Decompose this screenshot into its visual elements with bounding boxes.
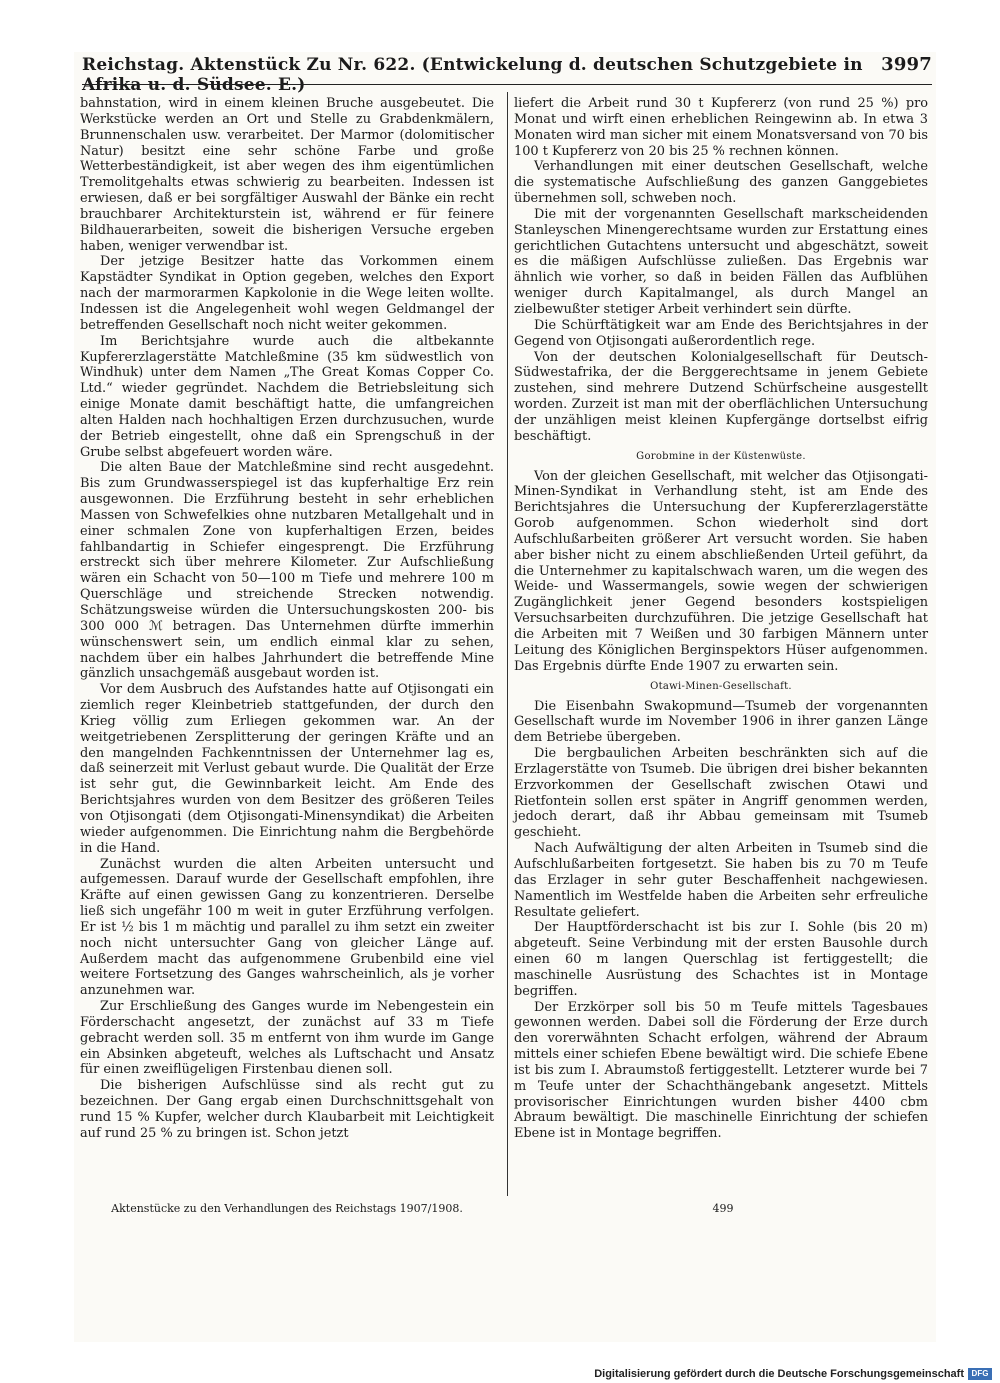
section-heading: Otawi-Minen-Gesellschaft. xyxy=(650,680,792,692)
page-number: 3997 xyxy=(881,54,932,75)
paragraph: Zur Erschließung des Ganges wurde im Nebengestein ein Förderschacht angesetzt, der zunächst auf 33 m Tiefe gebracht werden soll. 35 m entfernt von ihm wurde im Gange ein Absinken abgeteuft, welches als Luftschacht und Ansatz für einen zweiflügeligen Firstenbau dienen soll. xyxy=(80,999,494,1078)
paragraph: Im Berichtsjahre wurde auch die altbekannte Kupfererzlagerstätte Matchleßmine (35 km südwestlich von Windhuk) unter dem Namen „The Great Komas Copper Co. Ltd.“ wieder gegründet. Nachdem die Betriebsleitung sich einige Monate damit beschäftigt hatte, die umfangreichen alten Halden nach hochhaltigen Erzen durchzusuchen, wurde der Betrieb eingestellt, ohne daß ein Sprengschuß in der Grube selbst abgefeuert worden wäre. xyxy=(80,333,494,460)
paragraph: Von der gleichen Gesellschaft, mit welcher das Otjisongati-Minen-Syndikat in Verhandlung steht, ist am Ende des Berichtsjahres die Untersuchung der Kupfererzlagerstätte Gorob aufgenommen. Schon wiederholt sind dort Aufschlußarbeiten größerer Art versucht worden. Sie haben aber bisher nicht zu einem abschließenden Urteil geführt, da die Unternehmer zu kapitalschwach waren, um die wegen des Weide- und Wassermangels, sowie wegen der schwierigen Zugänglichkeit jener Gegend besonders kostspieligen Versuchsarbeiten durchzuführen. Die jetzige Gesellschaft hat die Arbeiten mit 7 Weißen und 30 farbigen Männern unter Leitung des Königlichen Berginspektors Hüser aufgenommen. Das Ergebnis dürfte Ende 1907 zu erwarten sein. xyxy=(514,468,928,674)
paragraph: bahnstation, wird in einem kleinen Bruche ausgebeutet. Die Werkstücke werden an Ort und Stelle zu Grabdenkmälern, Brunnenschalen usw. verarbeitet. Der Marmor (dolomitischer Natur) besitzt eine sehr schöne Farbe und große Wetterbeständigkeit, ist aber wegen des ihm eigentümlichen Tremolitgehalts etwas schwierig zu bearbeiten. Indessen ist erwiesen, daß er bei sorgfältiger Auswahl der Bänke ein recht brauchbarer Architekturstein ist, während er für feinere Bildhauerarbeiten, soweit die bisherigen Versuche ergeben haben, weniger verwendbar ist. xyxy=(80,96,494,254)
paragraph: Von der deutschen Kolonialgesellschaft für Deutsch-Südwestafrika, der die Berggerechtsame in jenem Gebiete zustehen, sind mehrere Dutzend Schürfscheine ausgestellt worden. Zurzeit ist man mit der oberflächlichen Untersuchung der unzähligen meist kleinen Kupfergänge dortselbst eifrig beschäftigt. xyxy=(514,349,928,444)
sheet-number: 499 xyxy=(712,1202,734,1215)
paragraph: Der jetzige Besitzer hatte das Vorkommen einem Kapstädter Syndikat in Option gegeben, welches den Export nach der marmorarmen Kapkolonie in die Wege leiten wollte. Indessen ist die Angelegenheit wohl wegen Geldmangel der betreffenden Gesellschaft noch nicht weiter gekommen. xyxy=(80,254,494,333)
paragraph: Der Erzkörper soll bis 50 m Teufe mittels Tagesbaues gewonnen werden. Dabei soll die Förderung der Erze durch den vorerwähnten Schacht erfolgen, während der Abraum mittels einer schiefen Ebene bewältigt wird. Die schiefe Ebene ist bis zum I. Abraumstoß fertiggestellt. Letzterer wurde bei 7 m Teufe unter der Schachthängebank angesetzt. Mittels provisorischer Einrichtungen wurden bisher 4400 cbm Abraum bewältigt. Die maschinelle Einrichtung der schiefen Ebene ist in Montage begriffen. xyxy=(514,999,928,1142)
paragraph: liefert die Arbeit rund 30 t Kupfererz (von rund 25 %) pro Monat und wirft einen erheblichen Reingewinn ab. In etwa 3 Monaten wird man sicher mit einem Monatsversand von 70 bis 100 t Kupfererz von 20 bis 25 % rechnen können. xyxy=(514,96,928,159)
paragraph: Die Schürftätigkeit war am Ende des Berichtsjahres in der Gegend von Otjisongati außerordentlich rege. xyxy=(514,317,928,349)
paragraph: Die alten Baue der Matchleßmine sind recht ausgedehnt. Bis zum Grundwasserspiegel ist das kupferhaltige Erz rein ausgewonnen. Die Erzführung besteht in sehr erheblichen Massen von Schwefelkies ohne nutzbaren Metallgehalt und in einer schmalen Zone von kupferhaltigen Erzen, beides fahlbandartig in Schiefer eingesprengt. Die Erzführung erstreckt sich über mehrere Kilometer. Zur Aufschließung wären ein Schacht von 50—100 m Tiefe und mehrere 100 m Querschläge und streichende Strecken notwendig. Schätzungsweise würden die Untersuchungskosten 200- bis 300 000 ℳ betragen. Das Unternehmen dürfte immerhin wünschenswert sein, um endlich einmal klar zu sehen, nachdem über ein halbes Jahrhundert die betreffende Mine gänzlich unsachgemäß ausgebaut worden ist. xyxy=(80,460,494,682)
paragraph: Die bisherigen Aufschlüsse sind als recht gut zu bezeichnen. Der Gang ergab einen Durchschnittsgehalt von rund 15 % Kupfer, welcher durch Klaubarbeit mit Leichtigkeit auf rund 25 % zu bringen ist. Schon jetzt xyxy=(80,1078,494,1141)
header-title: Reichstag. Aktenstück Zu Nr. 622. (Entwickelung d. deutschen Schutzgebiete in Afrika u. d. Südsee. E.) xyxy=(82,55,863,95)
paragraph: Die Eisenbahn Swakopmund—Tsumeb der vorgenannten Gesellschaft wurde im November 1906 in ihrer ganzen Länge dem Betriebe übergeben. xyxy=(514,698,928,746)
paragraph: Die bergbaulichen Arbeiten beschränkten sich auf die Erzlagerstätte von Tsumeb. Die übrigen drei bisher bekannten Erzvorkommen der Gesellschaft zwischen Otawi und Rietfontein sollen erst später in Angriff genommen werden, jedoch derart, daß ihr Abbau gemeinsam mit Tsumeb geschieht. xyxy=(514,746,928,841)
left-column xyxy=(80,96,494,1142)
right-column xyxy=(514,96,928,1142)
credit-text: Digitalisierung gefördert durch die Deutsche Forschungsgemeinschaft xyxy=(594,1367,964,1380)
section-heading: Gorobmine in der Küstenwüste. xyxy=(636,450,806,462)
column-divider xyxy=(507,92,508,1196)
paragraph: Der Hauptförderschacht ist bis zur I. Sohle (bis 20 m) abgeteuft. Seine Verbindung mit der ersten Bausohle durch einen 60 m langen Querschlag ist fertiggestellt; die maschinelle Ausrüstung des Schachtes ist in Montage begriffen. xyxy=(514,920,928,999)
digitization-credit xyxy=(594,1366,992,1381)
paragraph: Die mit der vorgenannten Gesellschaft markscheidenden Stanleyschen Minengerechtsame wurden zur Erstattung eines gerichtlichen Gutachtens untersucht und abgeschätzt, soweit es die mäßigen Aufschlüsse zuließen. Das Ergebnis war ähnlich wie vorher, so daß in beiden Fällen das Aufblühen weniger durch Kapitalmangel, als durch Mangel an zielbewußter stetiger Arbeit verhindert sein dürfte. xyxy=(514,206,928,317)
document-page xyxy=(74,52,936,1342)
footer-note: Aktenstücke zu den Verhandlungen des Reichstags 1907/1908. xyxy=(111,1202,463,1215)
paragraph: Vor dem Ausbruch des Aufstandes hatte auf Otjisongati ein ziemlich reger Kleinbetrieb stattgefunden, der durch den Krieg völlig zum Erliegen gekommen war. An der weitgetriebenen Zersplitterung der geringen Kräfte und an den mangelnden Fachkenntnissen der Unternehmer lag es, daß seinerzeit mit Verlust gebaut wurde. Die Qualität der Erze ist sehr gut, die Gewinnbarkeit leicht. Am Ende des Berichtsjahres wurden von dem Besitzer des größeren Teiles von Otjisongati (dem Otjisongati-Minensyndikat) die Arbeiten wieder aufgenommen. Die Einrichtung nahm die Bergbehörde in die Hand. xyxy=(80,682,494,856)
page-footer xyxy=(80,1202,930,1222)
paragraph: Nach Aufwältigung der alten Arbeiten in Tsumeb sind die Aufschlußarbeiten fortgesetzt. Sie haben bis zu 70 m Teufe das Erzlager in sehr guter Beschaffenheit nachgewiesen. Namentlich im Westfelde haben die Arbeiten sehr erfreuliche Resultate geliefert. xyxy=(514,841,928,920)
dfg-logo-icon: DFG xyxy=(968,1368,992,1380)
header-rule xyxy=(82,84,932,85)
paragraph: Zunächst wurden die alten Arbeiten untersucht und aufgemessen. Darauf wurde der Gesellschaft empfohlen, ihre Kräfte auf einen gewissen Gang zu konzentrieren. Derselbe ließ sich ungefähr 100 m weit in guter Erzführung verfolgen. Er ist ½ bis 1 m mächtig und parallel zu ihm setzt ein zweiter noch nicht untersuchter Gang von gleicher Länge auf. Außerdem macht das aufgenommene Grubenbild eine viel weitere Fortsetzung des Ganges wahrscheinlich, als je vorher anzunehmen war. xyxy=(80,856,494,999)
running-header xyxy=(82,54,932,95)
paragraph: Verhandlungen mit einer deutschen Gesellschaft, welche die systematische Aufschließung des ganzen Ganggebietes übernehmen soll, schweben noch. xyxy=(514,159,928,207)
